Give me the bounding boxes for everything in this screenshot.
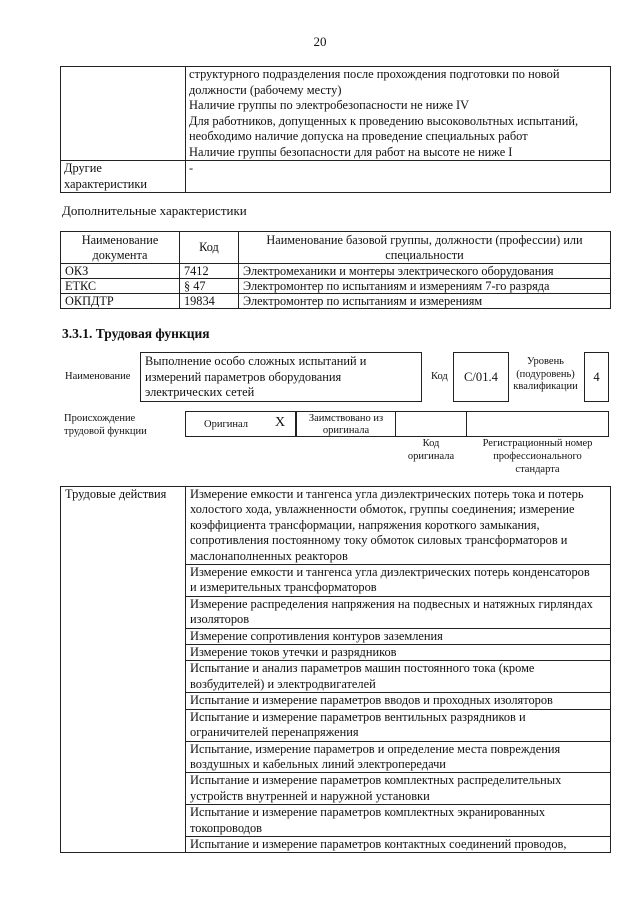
code-label: Код — [431, 371, 448, 382]
reg-number-box — [466, 411, 609, 437]
code-original-caption — [395, 437, 467, 463]
text-line: Испытание и измерение параметров вводов и проходных изоляторов — [190, 693, 553, 708]
table-row — [61, 264, 611, 279]
labor-action-item — [186, 709, 611, 741]
text-line: Измерение емкости и тангенса угла диэлектрических потерь конденсаторов — [190, 565, 590, 580]
text-line: профессионального — [493, 451, 582, 462]
labor-action-item — [186, 661, 611, 693]
reg-number-caption — [466, 437, 609, 476]
text-line: коэффициента трансформации, напряжения короткого замыкания, — [190, 517, 540, 532]
text-line: Измерение распределения напряжения на подвесных и натяжных гирляндах — [190, 596, 593, 611]
text-line: Измерение сопротивления контуров заземления — [190, 628, 443, 643]
text-line: Испытание и измерение параметров контактных соединений проводов, — [190, 836, 567, 851]
text-line: Испытание и измерение параметров комплектных экранированных — [190, 805, 546, 820]
name-label: Наименование — [65, 371, 131, 382]
other-characteristics-label — [61, 161, 186, 193]
text-line: маслонаполненных реакторов — [190, 548, 348, 563]
text-line: Испытание и измерение параметров комплектных распределительных — [190, 773, 562, 788]
code-value-box: C/01.4 — [453, 352, 509, 402]
level-value-box: 4 — [584, 352, 609, 402]
text-line: квалификации — [513, 381, 578, 392]
text-line: сопротивления постоянному току обмоток силовых трансформаторов и — [190, 533, 568, 548]
original-mark: X — [275, 415, 286, 430]
borrowed-box — [296, 411, 396, 437]
text-line: трудовой функции — [64, 426, 147, 437]
labor-action-item — [186, 596, 611, 628]
text-line: характеристики — [64, 176, 148, 191]
text-line: Происхождение — [64, 413, 136, 424]
text-line: устройств внутренней и наружной установки — [190, 788, 430, 803]
text-line: Регистрационный номер — [482, 438, 593, 449]
name-cell: Электромонтер по испытаниям и измерениям 7-го разряда — [239, 279, 611, 294]
header-doc-name — [61, 232, 180, 264]
section-title: 3.3.1. Трудовая функция — [62, 326, 210, 341]
text-line: Испытание, измерение параметров и определение места повреждения — [190, 741, 561, 756]
labor-action-item — [186, 645, 611, 661]
function-name-box — [140, 352, 422, 402]
header-base-group — [239, 232, 611, 264]
labor-action-item — [186, 741, 611, 773]
text-line: Наличие группы по электробезопасности не ниже IV — [189, 98, 470, 112]
text-line: ограничителей перенапряжения — [190, 725, 359, 740]
text-line: холостого хода, увлажненности обмоток, группы соединения; измерение — [190, 502, 575, 517]
labor-actions-table — [60, 486, 611, 853]
requirements-cell — [186, 67, 611, 161]
name-cell: Электромеханики и монтеры электрического оборудования — [239, 264, 611, 279]
text-line: Выполнение особо сложных испытаний и — [145, 354, 367, 368]
level-label — [508, 356, 583, 394]
text-line: специальности — [385, 247, 464, 262]
table-row — [61, 279, 611, 294]
text-line: стандарта — [515, 464, 560, 475]
empty-cell — [61, 67, 186, 161]
text-line: Наименование — [81, 232, 159, 247]
text-line: Заимствовано из — [308, 413, 384, 424]
code-original-box — [395, 411, 467, 437]
other-characteristics-value: - — [186, 161, 611, 193]
text-line: Испытание и анализ параметров машин постоянного тока (кроме — [190, 661, 535, 676]
code-cell: 7412 — [180, 264, 239, 279]
text-line: и измерительных трансформаторов — [190, 580, 377, 595]
labor-action-item — [186, 773, 611, 805]
labor-action-item — [186, 487, 611, 565]
doc-cell: ОКПДТР — [61, 294, 180, 309]
text-line: Уровень — [527, 356, 564, 367]
additional-table — [60, 231, 611, 309]
requirements-table — [60, 66, 611, 193]
table-row — [61, 294, 611, 309]
text-line: Измерение токов утечки и разрядников — [190, 645, 397, 660]
page-number: 20 — [313, 34, 327, 49]
name-cell: Электромонтер по испытаниям и измерениям — [239, 294, 611, 309]
labor-action-item — [186, 805, 611, 837]
text-line: измерений параметров оборудования — [145, 369, 342, 384]
labor-actions-label: Трудовые действия — [61, 487, 186, 853]
text-line: электрических сетей — [145, 385, 255, 399]
text-line: документа — [92, 247, 148, 262]
doc-cell: ЕТКС — [61, 279, 180, 294]
text-line: изоляторов — [190, 612, 250, 627]
original-box — [185, 411, 296, 437]
labor-action-item — [186, 565, 611, 597]
text-line: воздушных и кабельных линий электропередачи — [190, 756, 446, 771]
text-line: Другие — [64, 161, 102, 175]
code-cell: § 47 — [180, 279, 239, 294]
text-line: Для работников, допущенных к проведению высоковольтных испытаний, — [189, 113, 579, 128]
text-line: должности (рабочему месту) — [189, 82, 342, 97]
text-line: Наименование базовой группы, должности (профессии) или — [266, 232, 583, 247]
code-cell: 19834 — [180, 294, 239, 309]
text-line: Наличие группы безопасности для работ на высоте не ниже I — [189, 144, 513, 159]
text-line: (подуровень) — [516, 368, 575, 380]
text-line: возбудителей) и электродвигателей — [190, 676, 376, 691]
text-line: токопроводов — [190, 820, 263, 835]
original-label: Оригинал — [204, 419, 248, 430]
origin-label — [64, 412, 147, 438]
borrowed-label — [297, 412, 395, 437]
labor-action-item — [186, 836, 611, 852]
text-line: Код — [422, 438, 440, 449]
labor-action-item — [186, 693, 611, 709]
text-line: оригинала — [407, 451, 455, 462]
labor-action-item — [186, 628, 611, 644]
text-line: Испытание и измерение параметров вентильных разрядников и — [190, 709, 526, 724]
header-code: Код — [180, 232, 239, 264]
text-line: Измерение емкости и тангенса угла диэлектрических потерь тока и потерь — [190, 487, 584, 501]
text-line: оригинала — [322, 425, 370, 436]
text-line: необходимо наличие допуска на проведение специальных работ — [189, 129, 528, 143]
doc-cell: ОКЗ — [61, 264, 180, 279]
text-line: структурного подразделения после прохождения подготовки по новой — [189, 67, 560, 81]
additional-title: Дополнительные характеристики — [62, 203, 247, 218]
